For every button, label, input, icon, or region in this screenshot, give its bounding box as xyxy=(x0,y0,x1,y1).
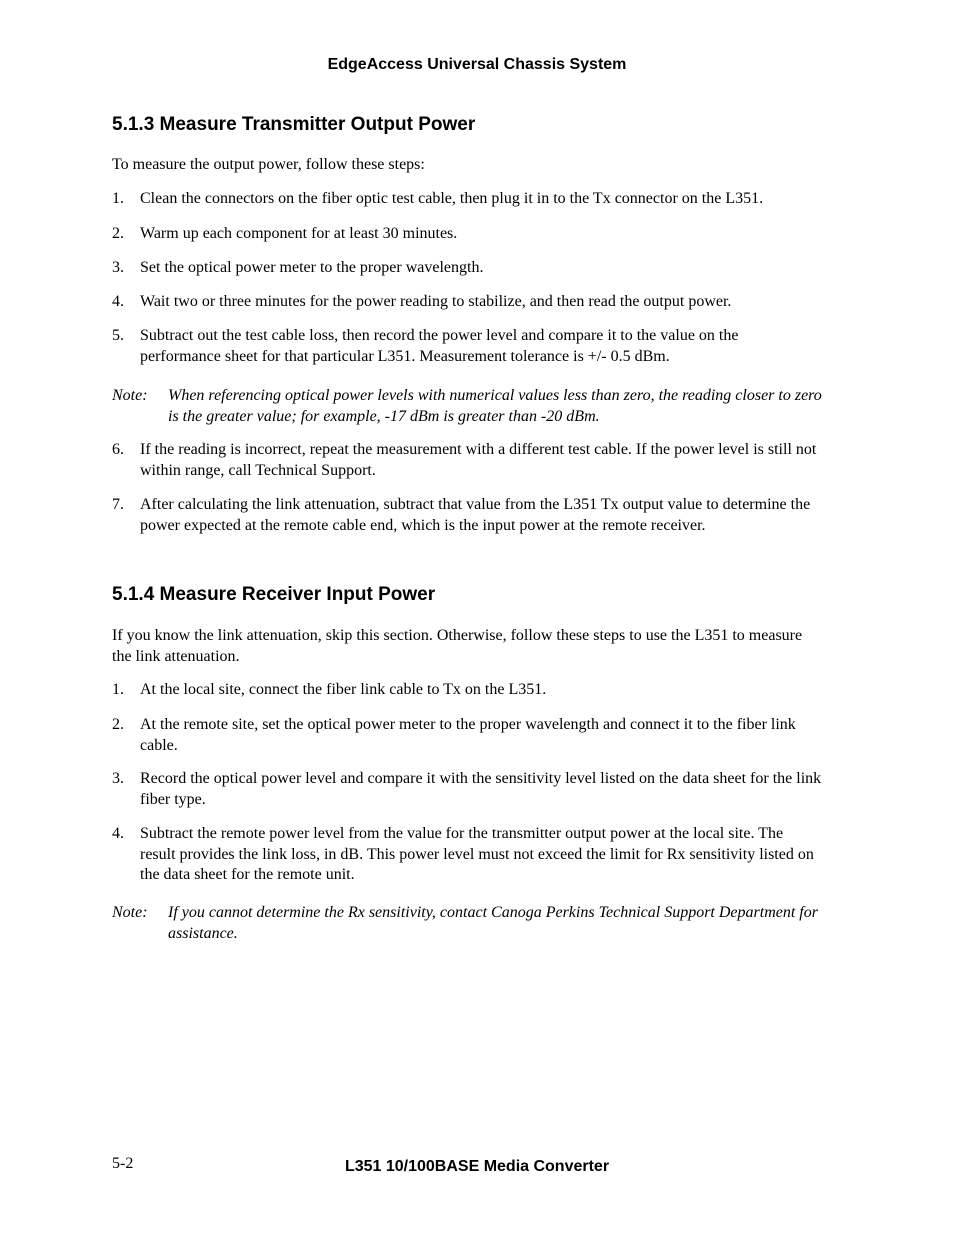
note xyxy=(112,903,822,944)
list-number: 3. xyxy=(112,770,124,787)
list-number: 6. xyxy=(112,441,124,458)
note-text: When referencing optical power levels with numerical values less than zero, the reading closer to zero is the greater value; for example, -17 dBm is greater than -20 dBm. xyxy=(168,387,822,425)
note-label: Note: xyxy=(112,387,148,404)
list-item xyxy=(112,189,822,210)
list-item xyxy=(112,258,822,279)
list-text: Warm up each component for at least 30 minutes. xyxy=(140,225,458,242)
section-heading-5-1-4: 5.1.4 Measure Receiver Input Power xyxy=(112,584,436,605)
list-item xyxy=(112,224,822,245)
section-intro: To measure the output power, follow these steps: xyxy=(112,156,425,173)
list-number: 4. xyxy=(112,293,124,310)
page-number: 5-2 xyxy=(112,1155,134,1172)
list-text: If the reading is incorrect, repeat the measurement with a different test cable. If the power level is still not within range, call Technical Support. xyxy=(140,441,817,479)
list-item xyxy=(112,715,822,756)
list-text: Subtract the remote power level from the value for the transmitter output power at the local site. The result provides the link loss, in dB. This power level must not exceed the limit for Rx sensitivity listed on the data sheet for the remote unit. xyxy=(140,825,814,883)
running-footer: L351 10/100BASE Media Converter xyxy=(344,1158,610,1175)
list-item xyxy=(112,680,822,701)
section-heading-5-1-3: 5.1.3 Measure Transmitter Output Power xyxy=(112,114,476,135)
list-text: Wait two or three minutes for the power reading to stabilize, and then read the output power. xyxy=(140,293,732,310)
list-item xyxy=(112,824,822,886)
list-number: 7. xyxy=(112,496,124,513)
note xyxy=(112,386,822,427)
note-text: If you cannot determine the Rx sensitivity, contact Canoga Perkins Technical Support Department for assistance. xyxy=(168,904,818,942)
list-text: Record the optical power level and compare it with the sensitivity level listed on the data sheet for the link fiber type. xyxy=(140,770,822,808)
list-number: 5. xyxy=(112,327,124,344)
note-label: Note: xyxy=(112,904,148,921)
section-intro: If you know the link attenuation, skip this section. Otherwise, follow these steps to use the L351 to measure the link attenuation. xyxy=(112,627,803,665)
list-item xyxy=(112,769,822,810)
list-text: At the remote site, set the optical power meter to the proper wavelength and connect it to the fiber link cable. xyxy=(140,716,796,754)
list-number: 3. xyxy=(112,259,124,276)
list-number: 2. xyxy=(112,225,124,242)
list-item xyxy=(112,495,822,536)
list-number: 1. xyxy=(112,681,124,698)
list-text: At the local site, connect the fiber link cable to Tx on the L351. xyxy=(140,681,547,698)
list-text: Subtract out the test cable loss, then record the power level and compare it to the value on the performance sheet for that particular L351. Measurement tolerance is +/- 0.5 dBm. xyxy=(140,327,739,365)
list-text: After calculating the link attenuation, subtract that value from the L351 Tx output value to determine the power expected at the remote cable end, which is the input power at the remote receiver. xyxy=(140,496,811,534)
list-item xyxy=(112,326,822,367)
list-text: Set the optical power meter to the proper wavelength. xyxy=(140,259,484,276)
list-number: 2. xyxy=(112,716,124,733)
list-text: Clean the connectors on the fiber optic test cable, then plug it in to the Tx connector on the L351. xyxy=(140,190,764,207)
list-item xyxy=(112,440,822,481)
list-number: 4. xyxy=(112,825,124,842)
running-header: EdgeAccess Universal Chassis System xyxy=(327,56,627,73)
list-number: 1. xyxy=(112,190,124,207)
list-item xyxy=(112,292,822,313)
